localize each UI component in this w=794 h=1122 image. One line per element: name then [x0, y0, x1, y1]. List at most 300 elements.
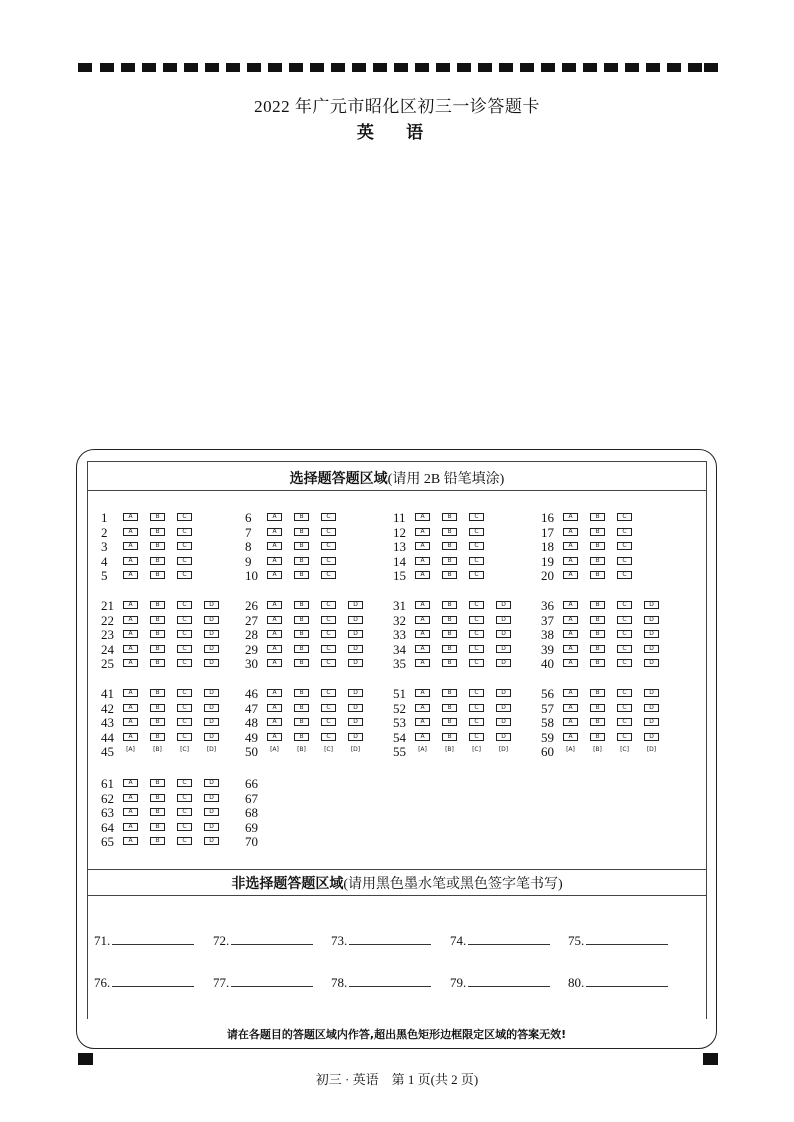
- dash-segment: [352, 63, 366, 72]
- option-bubble-a[interactable]: A: [267, 689, 282, 697]
- option-bubble-a[interactable]: A: [563, 513, 578, 521]
- question-number: 34: [393, 641, 406, 657]
- fill-in-blank[interactable]: [468, 932, 550, 945]
- option-bubble-a[interactable]: A: [123, 601, 138, 609]
- option-bubble-b[interactable]: B: [442, 733, 457, 741]
- option-bubble-a[interactable]: A: [123, 659, 138, 667]
- option-bubble-b[interactable]: B: [442, 571, 457, 579]
- option-bubble-c[interactable]: C: [617, 601, 632, 609]
- option-bubble-c[interactable]: C: [617, 630, 632, 638]
- option-bubble-b[interactable]: B: [442, 513, 457, 521]
- nonchoice-section-divider-bottom: [87, 895, 707, 896]
- dash-segment: [646, 63, 660, 72]
- option-bubble-a[interactable]: A: [415, 557, 430, 565]
- option-bubble-d[interactable]: D: [204, 645, 219, 653]
- question-number: 7: [245, 524, 252, 540]
- option-bubble-c[interactable]: C: [177, 733, 192, 741]
- option-bubble-d[interactable]: D: [348, 616, 363, 624]
- option-bubble-b[interactable]: B: [590, 528, 605, 536]
- option-bubble-b[interactable]: [B]: [445, 746, 454, 754]
- option-bubble-b[interactable]: B: [150, 528, 165, 536]
- option-bubble-c[interactable]: [C]: [620, 746, 629, 754]
- option-bubble-a[interactable]: A: [267, 733, 282, 741]
- option-bubble-b[interactable]: B: [442, 630, 457, 638]
- option-bubble-a[interactable]: A: [123, 689, 138, 697]
- option-bubble-b[interactable]: B: [590, 616, 605, 624]
- option-bubble-c[interactable]: C: [177, 794, 192, 802]
- option-bubble-a[interactable]: A: [563, 557, 578, 565]
- option-bubble-b[interactable]: B: [590, 630, 605, 638]
- option-bubble-a[interactable]: A: [267, 528, 282, 536]
- option-bubble-a[interactable]: A: [267, 571, 282, 579]
- option-bubble-b[interactable]: B: [442, 659, 457, 667]
- option-bubble-c[interactable]: C: [617, 659, 632, 667]
- option-bubble-b[interactable]: B: [150, 689, 165, 697]
- option-bubble-a[interactable]: A: [123, 808, 138, 816]
- fill-in-item: [94, 932, 194, 949]
- option-bubble-b[interactable]: B: [150, 557, 165, 565]
- option-bubble-c[interactable]: C: [469, 659, 484, 667]
- fill-in-label: 74.: [450, 933, 467, 948]
- option-bubble-c[interactable]: [C]: [180, 746, 189, 754]
- option-bubble-b[interactable]: B: [590, 659, 605, 667]
- option-bubble-d[interactable]: D: [644, 718, 659, 726]
- option-bubble-d[interactable]: D: [496, 704, 511, 712]
- option-bubble-d[interactable]: D: [348, 630, 363, 638]
- option-bubble-c[interactable]: C: [469, 557, 484, 565]
- option-bubble-d[interactable]: [D]: [350, 746, 361, 754]
- option-bubble-a[interactable]: A: [563, 630, 578, 638]
- option-bubble-b[interactable]: B: [150, 837, 165, 845]
- option-bubble-c[interactable]: C: [177, 704, 192, 712]
- option-bubble-d[interactable]: D: [644, 689, 659, 697]
- option-bubble-a[interactable]: A: [415, 528, 430, 536]
- option-bubble-a[interactable]: A: [415, 718, 430, 726]
- fill-in-blank[interactable]: [349, 974, 431, 987]
- question-number: 69: [245, 819, 258, 835]
- option-bubble-c[interactable]: C: [321, 542, 336, 550]
- option-bubble-b[interactable]: [B]: [153, 746, 162, 754]
- option-bubble-b[interactable]: B: [294, 704, 309, 712]
- option-bubble-c[interactable]: C: [321, 689, 336, 697]
- question-number: 70: [245, 834, 258, 850]
- fill-in-blank[interactable]: [112, 932, 194, 945]
- option-bubble-d[interactable]: D: [348, 601, 363, 609]
- option-bubble-b[interactable]: B: [442, 689, 457, 697]
- option-bubble-c[interactable]: C: [469, 645, 484, 653]
- option-bubble-b[interactable]: B: [294, 689, 309, 697]
- option-bubble-c[interactable]: C: [469, 616, 484, 624]
- option-bubble-c[interactable]: C: [321, 601, 336, 609]
- option-bubble-d[interactable]: [D]: [206, 746, 217, 754]
- option-bubble-c[interactable]: C: [321, 571, 336, 579]
- option-bubble-c[interactable]: C: [177, 528, 192, 536]
- option-bubble-a[interactable]: A: [267, 659, 282, 667]
- option-bubble-b[interactable]: B: [442, 718, 457, 726]
- option-bubble-d[interactable]: D: [204, 718, 219, 726]
- option-bubble-c[interactable]: C: [469, 601, 484, 609]
- option-bubble-c[interactable]: C: [469, 733, 484, 741]
- fill-in-blank[interactable]: [231, 932, 313, 945]
- option-bubble-c[interactable]: C: [177, 571, 192, 579]
- option-bubble-a[interactable]: A: [563, 616, 578, 624]
- option-bubble-c[interactable]: C: [617, 718, 632, 726]
- option-bubble-d[interactable]: D: [348, 733, 363, 741]
- option-bubble-b[interactable]: [B]: [297, 746, 306, 754]
- option-bubble-a[interactable]: A: [123, 616, 138, 624]
- option-bubble-c[interactable]: C: [617, 513, 632, 521]
- option-bubble-a[interactable]: A: [267, 645, 282, 653]
- option-bubble-c[interactable]: C: [177, 645, 192, 653]
- option-bubble-b[interactable]: B: [150, 513, 165, 521]
- option-bubble-c[interactable]: C: [321, 528, 336, 536]
- question-number: 27: [245, 612, 258, 628]
- option-bubble-b[interactable]: B: [150, 794, 165, 802]
- option-bubble-a[interactable]: A: [123, 779, 138, 787]
- question-number: 1: [101, 510, 108, 525]
- option-bubble-a[interactable]: A: [563, 689, 578, 697]
- option-bubble-b[interactable]: B: [294, 557, 309, 565]
- option-bubble-b[interactable]: B: [294, 601, 309, 609]
- option-bubble-b[interactable]: B: [150, 601, 165, 609]
- option-bubble-b[interactable]: B: [590, 733, 605, 741]
- question-number: 26: [245, 598, 258, 613]
- option-bubble-b[interactable]: B: [442, 601, 457, 609]
- option-bubble-b[interactable]: B: [150, 645, 165, 653]
- question-number: 14: [393, 553, 406, 569]
- question-number: 10: [245, 568, 258, 584]
- option-bubble-a[interactable]: A: [415, 571, 430, 579]
- option-bubble-c[interactable]: C: [617, 542, 632, 550]
- option-bubble-d[interactable]: D: [644, 601, 659, 609]
- option-bubble-a[interactable]: A: [123, 733, 138, 741]
- option-bubble-c[interactable]: C: [617, 528, 632, 536]
- question-number: 49: [245, 729, 258, 745]
- option-bubble-c[interactable]: C: [177, 659, 192, 667]
- option-bubble-a[interactable]: A: [267, 616, 282, 624]
- option-bubble-b[interactable]: B: [150, 616, 165, 624]
- option-bubble-c[interactable]: C: [321, 645, 336, 653]
- option-bubble-a[interactable]: A: [563, 659, 578, 667]
- option-bubble-a[interactable]: A: [123, 718, 138, 726]
- option-bubble-a[interactable]: A: [563, 571, 578, 579]
- option-bubble-a[interactable]: [A]: [126, 746, 135, 754]
- option-bubble-d[interactable]: D: [348, 704, 363, 712]
- option-bubble-b[interactable]: B: [442, 645, 457, 653]
- subject-title: 英 语: [356, 123, 438, 142]
- option-bubble-b[interactable]: B: [150, 704, 165, 712]
- option-bubble-c[interactable]: C: [617, 645, 632, 653]
- option-bubble-b[interactable]: B: [294, 571, 309, 579]
- dash-segment: [604, 63, 618, 72]
- option-bubble-a[interactable]: A: [415, 542, 430, 550]
- option-bubble-a[interactable]: A: [563, 601, 578, 609]
- option-bubble-d[interactable]: D: [644, 733, 659, 741]
- option-bubble-c[interactable]: C: [321, 733, 336, 741]
- option-bubble-c[interactable]: C: [177, 823, 192, 831]
- option-bubble-a[interactable]: A: [415, 630, 430, 638]
- option-bubble-c[interactable]: C: [617, 616, 632, 624]
- option-bubble-b[interactable]: B: [590, 689, 605, 697]
- option-bubble-c[interactable]: C: [469, 513, 484, 521]
- question-number: 52: [393, 700, 406, 716]
- option-bubble-c[interactable]: C: [177, 542, 192, 550]
- bottom-right-marker: [703, 1053, 718, 1065]
- option-bubble-b[interactable]: B: [294, 630, 309, 638]
- option-bubble-c[interactable]: C: [469, 542, 484, 550]
- option-bubble-d[interactable]: D: [204, 689, 219, 697]
- option-bubble-c[interactable]: C: [177, 513, 192, 521]
- fill-in-label: 73.: [331, 933, 348, 948]
- option-bubble-d[interactable]: D: [348, 645, 363, 653]
- option-bubble-b[interactable]: B: [590, 704, 605, 712]
- option-bubble-c[interactable]: C: [177, 557, 192, 565]
- option-bubble-b[interactable]: B: [150, 659, 165, 667]
- option-bubble-a[interactable]: A: [267, 513, 282, 521]
- option-bubble-c[interactable]: C: [617, 571, 632, 579]
- option-bubble-b[interactable]: B: [150, 779, 165, 787]
- option-bubble-d[interactable]: D: [496, 645, 511, 653]
- option-bubble-a[interactable]: A: [563, 528, 578, 536]
- option-bubble-a[interactable]: A: [123, 630, 138, 638]
- option-bubble-d[interactable]: D: [204, 823, 219, 831]
- question-number: 61: [101, 776, 114, 791]
- option-bubble-c[interactable]: C: [177, 779, 192, 787]
- option-bubble-d[interactable]: D: [348, 659, 363, 667]
- option-bubble-b[interactable]: B: [590, 571, 605, 579]
- option-bubble-d[interactable]: D: [496, 616, 511, 624]
- option-bubble-a[interactable]: A: [267, 601, 282, 609]
- option-bubble-d[interactable]: D: [204, 601, 219, 609]
- option-bubble-b[interactable]: B: [150, 823, 165, 831]
- nonchoice-section-heading-bold: 非选择题答题区域: [231, 877, 344, 892]
- option-bubble-c[interactable]: C: [321, 630, 336, 638]
- fill-in-blank[interactable]: [468, 974, 550, 987]
- option-bubble-b[interactable]: [B]: [593, 746, 602, 754]
- option-bubble-d[interactable]: D: [204, 616, 219, 624]
- option-bubble-c[interactable]: C: [177, 837, 192, 845]
- question-number: 3: [101, 539, 108, 555]
- option-bubble-b[interactable]: B: [442, 528, 457, 536]
- dash-segment: [457, 63, 471, 72]
- option-bubble-c[interactable]: C: [469, 571, 484, 579]
- fill-in-blank[interactable]: [349, 932, 431, 945]
- option-bubble-b[interactable]: B: [150, 571, 165, 579]
- option-bubble-d[interactable]: D: [496, 630, 511, 638]
- option-bubble-a[interactable]: A: [563, 645, 578, 653]
- option-bubble-c[interactable]: C: [617, 733, 632, 741]
- option-bubble-c[interactable]: C: [177, 689, 192, 697]
- option-bubble-c[interactable]: C: [321, 704, 336, 712]
- option-bubble-c[interactable]: C: [321, 718, 336, 726]
- choice-section-divider: [87, 490, 707, 491]
- option-bubble-c[interactable]: [C]: [324, 746, 333, 754]
- option-bubble-b[interactable]: B: [294, 645, 309, 653]
- option-bubble-c[interactable]: C: [321, 513, 336, 521]
- option-bubble-c[interactable]: [C]: [472, 746, 481, 754]
- question-number: 20: [541, 568, 554, 584]
- option-bubble-a[interactable]: A: [415, 513, 430, 521]
- option-bubble-d[interactable]: D: [644, 630, 659, 638]
- option-bubble-a[interactable]: A: [123, 794, 138, 802]
- option-bubble-c[interactable]: C: [177, 718, 192, 726]
- option-bubble-a[interactable]: A: [415, 689, 430, 697]
- option-bubble-d[interactable]: D: [644, 704, 659, 712]
- option-bubble-d[interactable]: D: [496, 659, 511, 667]
- fill-in-label: 76.: [94, 975, 111, 990]
- option-bubble-d[interactable]: D: [348, 718, 363, 726]
- option-bubble-b[interactable]: B: [442, 557, 457, 565]
- question-number: 59: [541, 729, 554, 745]
- option-bubble-a[interactable]: A: [123, 645, 138, 653]
- question-number: 46: [245, 686, 258, 701]
- option-bubble-c[interactable]: C: [469, 704, 484, 712]
- option-bubble-b[interactable]: B: [294, 513, 309, 521]
- fill-in-blank[interactable]: [586, 932, 668, 945]
- option-bubble-d[interactable]: D: [496, 689, 511, 697]
- option-bubble-d[interactable]: D: [204, 837, 219, 845]
- option-bubble-b[interactable]: B: [590, 601, 605, 609]
- option-bubble-c[interactable]: C: [617, 557, 632, 565]
- option-bubble-a[interactable]: A: [267, 704, 282, 712]
- option-bubble-d[interactable]: D: [644, 645, 659, 653]
- option-bubble-a[interactable]: A: [123, 528, 138, 536]
- option-bubble-a[interactable]: [A]: [566, 746, 575, 754]
- option-bubble-d[interactable]: D: [348, 689, 363, 697]
- dash-segment: [289, 63, 303, 72]
- question-number: 21: [101, 598, 114, 613]
- fill-in-blank[interactable]: [586, 974, 668, 987]
- option-bubble-b[interactable]: B: [442, 616, 457, 624]
- question-number: 36: [541, 598, 554, 613]
- fill-in-label: 77.: [213, 975, 230, 990]
- option-bubble-b[interactable]: B: [590, 542, 605, 550]
- option-bubble-d[interactable]: D: [496, 733, 511, 741]
- option-bubble-a[interactable]: A: [123, 704, 138, 712]
- question-number: 66: [245, 776, 258, 791]
- option-bubble-d[interactable]: [D]: [646, 746, 657, 754]
- option-bubble-d[interactable]: D: [204, 659, 219, 667]
- question-number: 31: [393, 598, 406, 613]
- option-bubble-a[interactable]: A: [267, 630, 282, 638]
- fill-in-item: [450, 932, 550, 949]
- fill-in-blank[interactable]: [231, 974, 313, 987]
- question-number: 24: [101, 641, 114, 657]
- option-bubble-d[interactable]: D: [204, 630, 219, 638]
- option-bubble-d[interactable]: D: [204, 704, 219, 712]
- option-bubble-c[interactable]: C: [321, 659, 336, 667]
- option-bubble-c[interactable]: C: [177, 630, 192, 638]
- question-number: 29: [245, 641, 258, 657]
- option-bubble-b[interactable]: B: [590, 718, 605, 726]
- option-bubble-d[interactable]: D: [496, 718, 511, 726]
- option-bubble-a[interactable]: A: [123, 823, 138, 831]
- option-bubble-b[interactable]: B: [150, 718, 165, 726]
- option-bubble-b[interactable]: B: [294, 528, 309, 536]
- option-bubble-a[interactable]: A: [267, 542, 282, 550]
- question-number: 44: [101, 729, 114, 745]
- fill-in-blank[interactable]: [112, 974, 194, 987]
- option-bubble-a[interactable]: A: [563, 704, 578, 712]
- option-bubble-a[interactable]: A: [563, 718, 578, 726]
- fill-in-label: 72.: [213, 933, 230, 948]
- option-bubble-a[interactable]: A: [123, 571, 138, 579]
- option-bubble-a[interactable]: A: [267, 718, 282, 726]
- option-bubble-a[interactable]: A: [123, 837, 138, 845]
- option-bubble-b[interactable]: B: [150, 542, 165, 550]
- option-bubble-a[interactable]: A: [563, 733, 578, 741]
- fill-in-label: 78.: [331, 975, 348, 990]
- option-bubble-b[interactable]: B: [442, 704, 457, 712]
- option-bubble-a[interactable]: A: [123, 513, 138, 521]
- option-bubble-c[interactable]: C: [469, 630, 484, 638]
- option-bubble-b[interactable]: B: [150, 630, 165, 638]
- option-bubble-c[interactable]: C: [469, 689, 484, 697]
- fill-in-label: 75.: [568, 933, 585, 948]
- question-number: 37: [541, 612, 554, 628]
- option-bubble-b[interactable]: B: [150, 808, 165, 816]
- option-bubble-b[interactable]: B: [294, 616, 309, 624]
- option-bubble-a[interactable]: A: [123, 542, 138, 550]
- option-bubble-c[interactable]: C: [617, 689, 632, 697]
- option-bubble-c[interactable]: C: [321, 557, 336, 565]
- option-bubble-a[interactable]: A: [415, 601, 430, 609]
- option-bubble-c[interactable]: C: [177, 601, 192, 609]
- option-bubble-a[interactable]: A: [415, 704, 430, 712]
- option-bubble-b[interactable]: B: [294, 733, 309, 741]
- dash-segment: [121, 63, 135, 72]
- option-bubble-b[interactable]: B: [590, 645, 605, 653]
- option-bubble-b[interactable]: B: [150, 733, 165, 741]
- question-number: 48: [245, 715, 258, 731]
- option-bubble-b[interactable]: B: [294, 659, 309, 667]
- option-bubble-b[interactable]: B: [442, 542, 457, 550]
- option-bubble-a[interactable]: [A]: [418, 746, 427, 754]
- option-bubble-c[interactable]: C: [177, 808, 192, 816]
- option-bubble-d[interactable]: D: [204, 779, 219, 787]
- option-bubble-a[interactable]: A: [563, 542, 578, 550]
- option-bubble-a[interactable]: A: [415, 659, 430, 667]
- option-bubble-a[interactable]: A: [123, 557, 138, 565]
- option-bubble-a[interactable]: A: [267, 557, 282, 565]
- option-bubble-d[interactable]: D: [204, 808, 219, 816]
- option-bubble-b[interactable]: B: [590, 513, 605, 521]
- option-bubble-c[interactable]: C: [177, 616, 192, 624]
- option-bubble-a[interactable]: [A]: [270, 746, 279, 754]
- option-bubble-d[interactable]: [D]: [498, 746, 509, 754]
- option-bubble-c[interactable]: C: [617, 704, 632, 712]
- option-bubble-a[interactable]: A: [415, 645, 430, 653]
- option-bubble-a[interactable]: A: [415, 616, 430, 624]
- option-bubble-d[interactable]: D: [204, 733, 219, 741]
- option-bubble-b[interactable]: B: [294, 542, 309, 550]
- question-number: 58: [541, 715, 554, 731]
- option-bubble-b[interactable]: B: [590, 557, 605, 565]
- option-bubble-d[interactable]: D: [496, 601, 511, 609]
- option-bubble-c[interactable]: C: [321, 616, 336, 624]
- option-bubble-d[interactable]: D: [644, 659, 659, 667]
- option-bubble-c[interactable]: C: [469, 718, 484, 726]
- option-bubble-a[interactable]: A: [415, 733, 430, 741]
- question-number: 57: [541, 700, 554, 716]
- question-number: 50: [245, 744, 258, 760]
- option-bubble-c[interactable]: C: [469, 528, 484, 536]
- question-number: 40: [541, 656, 554, 672]
- option-bubble-b[interactable]: B: [294, 718, 309, 726]
- dash-segment: [268, 63, 282, 72]
- option-bubble-d[interactable]: D: [644, 616, 659, 624]
- option-bubble-d[interactable]: D: [204, 794, 219, 802]
